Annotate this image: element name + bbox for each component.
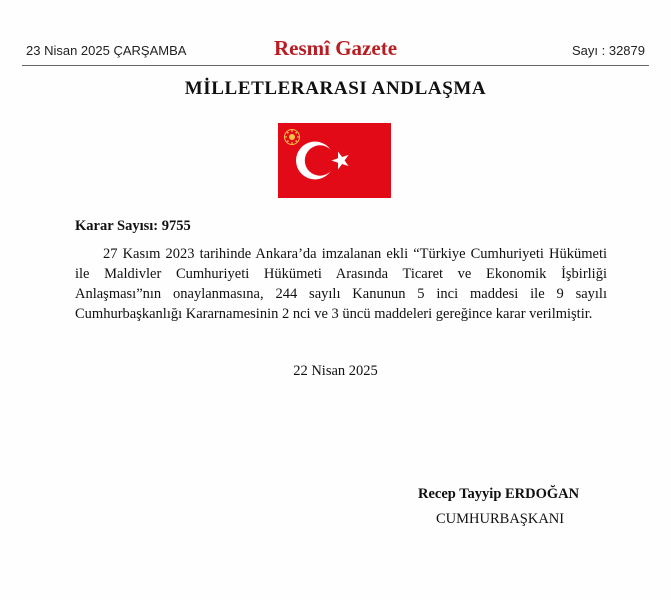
signer-title: CUMHURBAŞKANI (436, 511, 565, 527)
signing-date: 22 Nisan 2025 (293, 363, 378, 379)
issue-number: Sayı : 32879 (572, 43, 645, 58)
decision-body: 27 Kasım 2023 tarihinde Ankara’da imzalanan ekli “Türkiye Cumhuriyeti Hükümeti ile Maldivler Cumhuriyeti Hükümeti Arasında Ticaret ve Ekonomik İşbirliği Anlaşması”nın onaylanmasına, 244 sayılı Kanunun 5 inci maddesi ile 9 sayılı Cumhurbaşkanlığı Kararnamesinin 2 nci ve 3 üncü maddeleri gereğince karar verilmiştir. (75, 246, 607, 322)
document-type-heading: MİLLETLERARASI ANDLAŞMA (184, 78, 487, 99)
signer-last-name: ERDOĞAN (505, 486, 580, 502)
signer-first-name: Recep Tayyip (418, 486, 506, 502)
gazette-header (0, 34, 671, 66)
publication-date: 23 Nisan 2025 ÇARŞAMBA (26, 43, 187, 58)
header-divider (22, 65, 649, 66)
presidential-seal-icon (285, 130, 300, 145)
gazette-title: Resmî Gazete (273, 36, 398, 60)
signer-name (418, 486, 579, 503)
turkish-flag-icon (278, 123, 391, 198)
decision-number: Karar Sayısı: 9755 (75, 218, 191, 234)
crescent-inner (305, 145, 335, 175)
